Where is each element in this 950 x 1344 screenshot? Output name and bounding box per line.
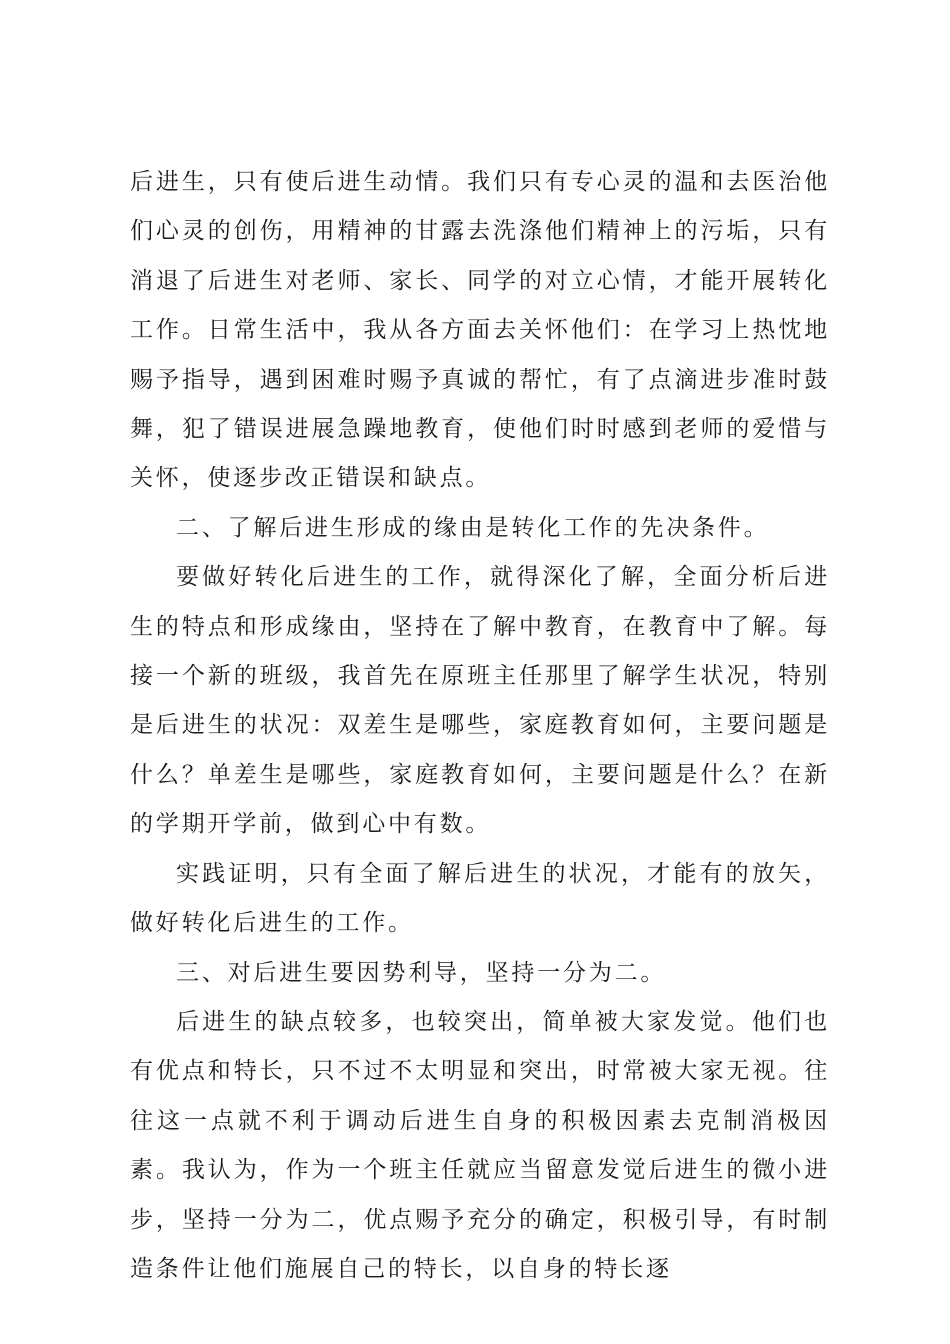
section-heading-2: 二、了解后进生形成的缘由是转化工作的先决条件。 <box>176 514 770 541</box>
document-page <box>130 158 830 1294</box>
section-heading-3: 三、对后进生要因势利导，坚持一分为二。 <box>176 959 667 986</box>
paragraph-practice: 实践证明，只有全面了解后进生的状况，才能有的放矢，做好转化后进生的工作。 <box>130 860 830 937</box>
paragraph-understanding: 要做好转化后进生的工作，就得深化了解，全面分析后进生的特点和形成缘由，坚持在了解中教育，在教育中了解。每接一个新的班级，我首先在原班主任那里了解学生状况，特别是后进生的状况：双差生是哪些，家庭教育如何，主要问题是什么？单差生是哪些，家庭教育如何，主要问题是什么？在新的学期开学前，做到心中有数。 <box>130 564 830 838</box>
paragraph-continuation: 后进生，只有使后进生动情。我们只有专心灵的温和去医治他们心灵的创伤，用精神的甘露去洗涤他们精神上的污垢，只有消退了后进生对老师、家长、同学的对立心情，才能开展转化工作。日常生活中，我从各方面去关怀他们：在学习上热忱地赐予指导，遇到困难时赐予真诚的帮忙，有了点滴进步准时鼓舞，犯了错误进展急躁地教育，使他们时时感到老师的爱惜与关怀，使逐步改正错误和缺点。 <box>130 169 830 492</box>
paragraph-guidance: 后进生的缺点较多，也较突出，简单被大家发觉。他们也有优点和特长，只不过不太明显和突出，时常被大家无视。往往这一点就不利于调动后进生自身的积极因素去克制消极因素。我认为，作为一个班主任就应当留意发觉后进生的微小进步，坚持一分为二，优点赐予充分的确定，积极引导，有时制造条件让他们施展自己的特长，以自身的特长逐 <box>130 1008 830 1282</box>
